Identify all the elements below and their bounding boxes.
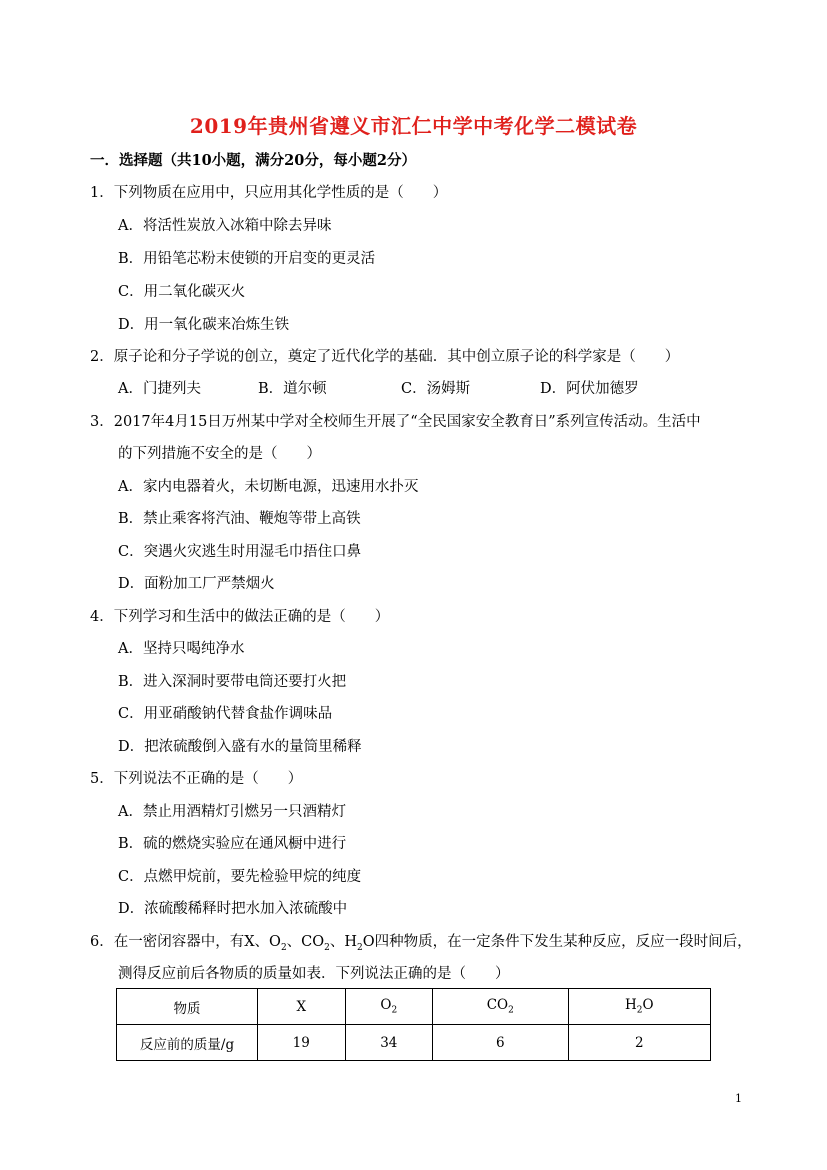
table-header-co2: $CO_2$ (433, 989, 568, 1025)
question-3-option-a: A．家内电器着火，未切断电源，迅速用水扑灭 (118, 479, 419, 495)
question-1-option-a: A．将活性炭放入冰箱中除去异味 (118, 218, 332, 234)
question-3-option-d: D．面粉加工厂严禁烟火 (118, 576, 275, 592)
question-3-option-c: C．突遇火灾逃生时用湿毛巾捂住口鼻 (118, 544, 362, 560)
question-2-stem: 2．原子论和分子学说的创立，奠定了近代化学的基础．其中创立原子论的科学家是（ ） (90, 349, 680, 365)
question-1-stem: 1．下列物质在应用中，只应用其化学性质的是（ ） (90, 185, 448, 201)
question-1-option-c: C．用二氧化碳灭火 (118, 284, 246, 300)
question-2-option-a: A．门捷列夫 (118, 381, 201, 397)
table-row (117, 1025, 711, 1061)
question-3-stem-continued: 的下列措施不安全的是（ ） (118, 446, 321, 462)
table-cell: 6 (433, 1025, 568, 1061)
table-cell: 2 (568, 1025, 710, 1061)
table-header-substance: 物质 (117, 989, 258, 1025)
question-3-stem: 3．2017年4月15日万州某中学对全校师生开展了“全民国家安全教育日”系列宣传活动。生活中 (90, 414, 701, 430)
question-3-option-b: B．禁止乘客将汽油、鞭炮等带上高铁 (118, 511, 361, 527)
question-4-option-a: A．坚持只喝纯净水 (118, 641, 245, 657)
table-row-label: 反应前的质量/g (117, 1025, 258, 1061)
mass-table (116, 988, 711, 1061)
page-title: 2019年贵州省遵义市汇仁中学中考化学二模试卷 (189, 114, 638, 138)
question-5-option-d: D．浓硫酸稀释时把水加入浓硫酸中 (118, 901, 348, 917)
section-heading: 一．选择题（共10小题，满分20分，每小题2分） (90, 152, 416, 169)
question-4-option-b: B．进入深洞时要带电筒还要打火把 (118, 674, 347, 690)
question-5-option-c: C．点燃甲烷前，要先检验甲烷的纯度 (118, 869, 362, 885)
question-2-option-d: D．阿伏加德罗 (540, 381, 639, 397)
question-6-stem: 6．在一密闭容器中，有X、$O_2$、$CO_2$、$H_2O$四种物质，在一定条件下发生某种反应，反应一段时间后， (90, 934, 752, 953)
table-cell: 19 (258, 1025, 346, 1061)
question-5-option-b: B．硫的燃烧实验应在通风橱中进行 (118, 836, 347, 852)
question-6-stem-continued: 测得反应前后各物质的质量如表．下列说法正确的是（ ） (118, 966, 510, 982)
question-2-option-b: B．道尔顿 (258, 381, 327, 397)
question-5-option-a: A．禁止用酒精灯引燃另一只酒精灯 (118, 804, 346, 820)
question-5-stem: 5．下列说法不正确的是（ ） (90, 771, 303, 787)
question-4-option-d: D．把浓硫酸倒入盛有水的量筒里稀释 (118, 739, 362, 755)
question-4-option-c: C．用亚硝酸钠代替食盐作调味品 (118, 706, 333, 722)
table-row (117, 989, 711, 1025)
question-2-option-c: C．汤姆斯 (401, 381, 471, 397)
page-number: 1 (735, 1092, 742, 1105)
question-4-stem: 4．下列学习和生活中的做法正确的是（ ） (90, 609, 390, 625)
table-header-x: X (258, 989, 346, 1025)
table-header-h2o: $H_2O$ (568, 989, 710, 1025)
table-cell: 34 (345, 1025, 433, 1061)
table-header-o2: $O_2$ (345, 989, 433, 1025)
question-1-option-b: B．用铅笔芯粉末使锁的开启变的更灵活 (118, 251, 376, 267)
question-1-option-d: D．用一氧化碳来冶炼生铁 (118, 317, 290, 333)
